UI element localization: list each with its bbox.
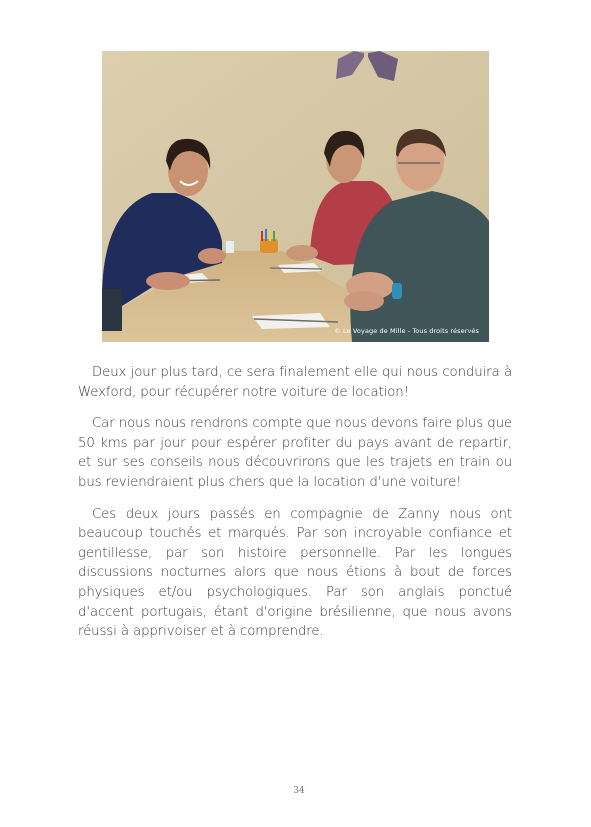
body-text bbox=[78, 363, 512, 654]
paragraph: Car nous nous rendrons compte que nous devons faire plus que 50 kms par jour pour espérer profiter du pays avant de repartir, et sur ses conseils nous découvrirons que les trajets en train ou bus reviendraient plus chers que la location d'une voiture! bbox=[78, 416, 512, 490]
page-number: 34 bbox=[293, 786, 305, 796]
photo-illustration bbox=[102, 51, 489, 342]
paragraph: Deux jour plus tard, ce sera finalement elle qui nous conduira à Wexford, pour récupérer notre voiture de location! bbox=[78, 365, 512, 400]
photo-watermark: © Le Voyage de Mille - Tous droits réservés bbox=[334, 327, 479, 335]
travel-photo bbox=[102, 51, 489, 342]
paragraph: Ces deux jours passés en compagnie de Zanny nous ont beaucoup touchés et marqués. Par son incroyable confiance et gentillesse, par son histoire personnelle. Par les longues discussions nocturnes alors que nous étions à bout de forces physiques et/ou psychologiques. Par son anglais ponctué d'accent portugais, étant d'origine brésilienne, que nous avons réussi à apprivoiser et à comprendre. bbox=[78, 506, 512, 640]
